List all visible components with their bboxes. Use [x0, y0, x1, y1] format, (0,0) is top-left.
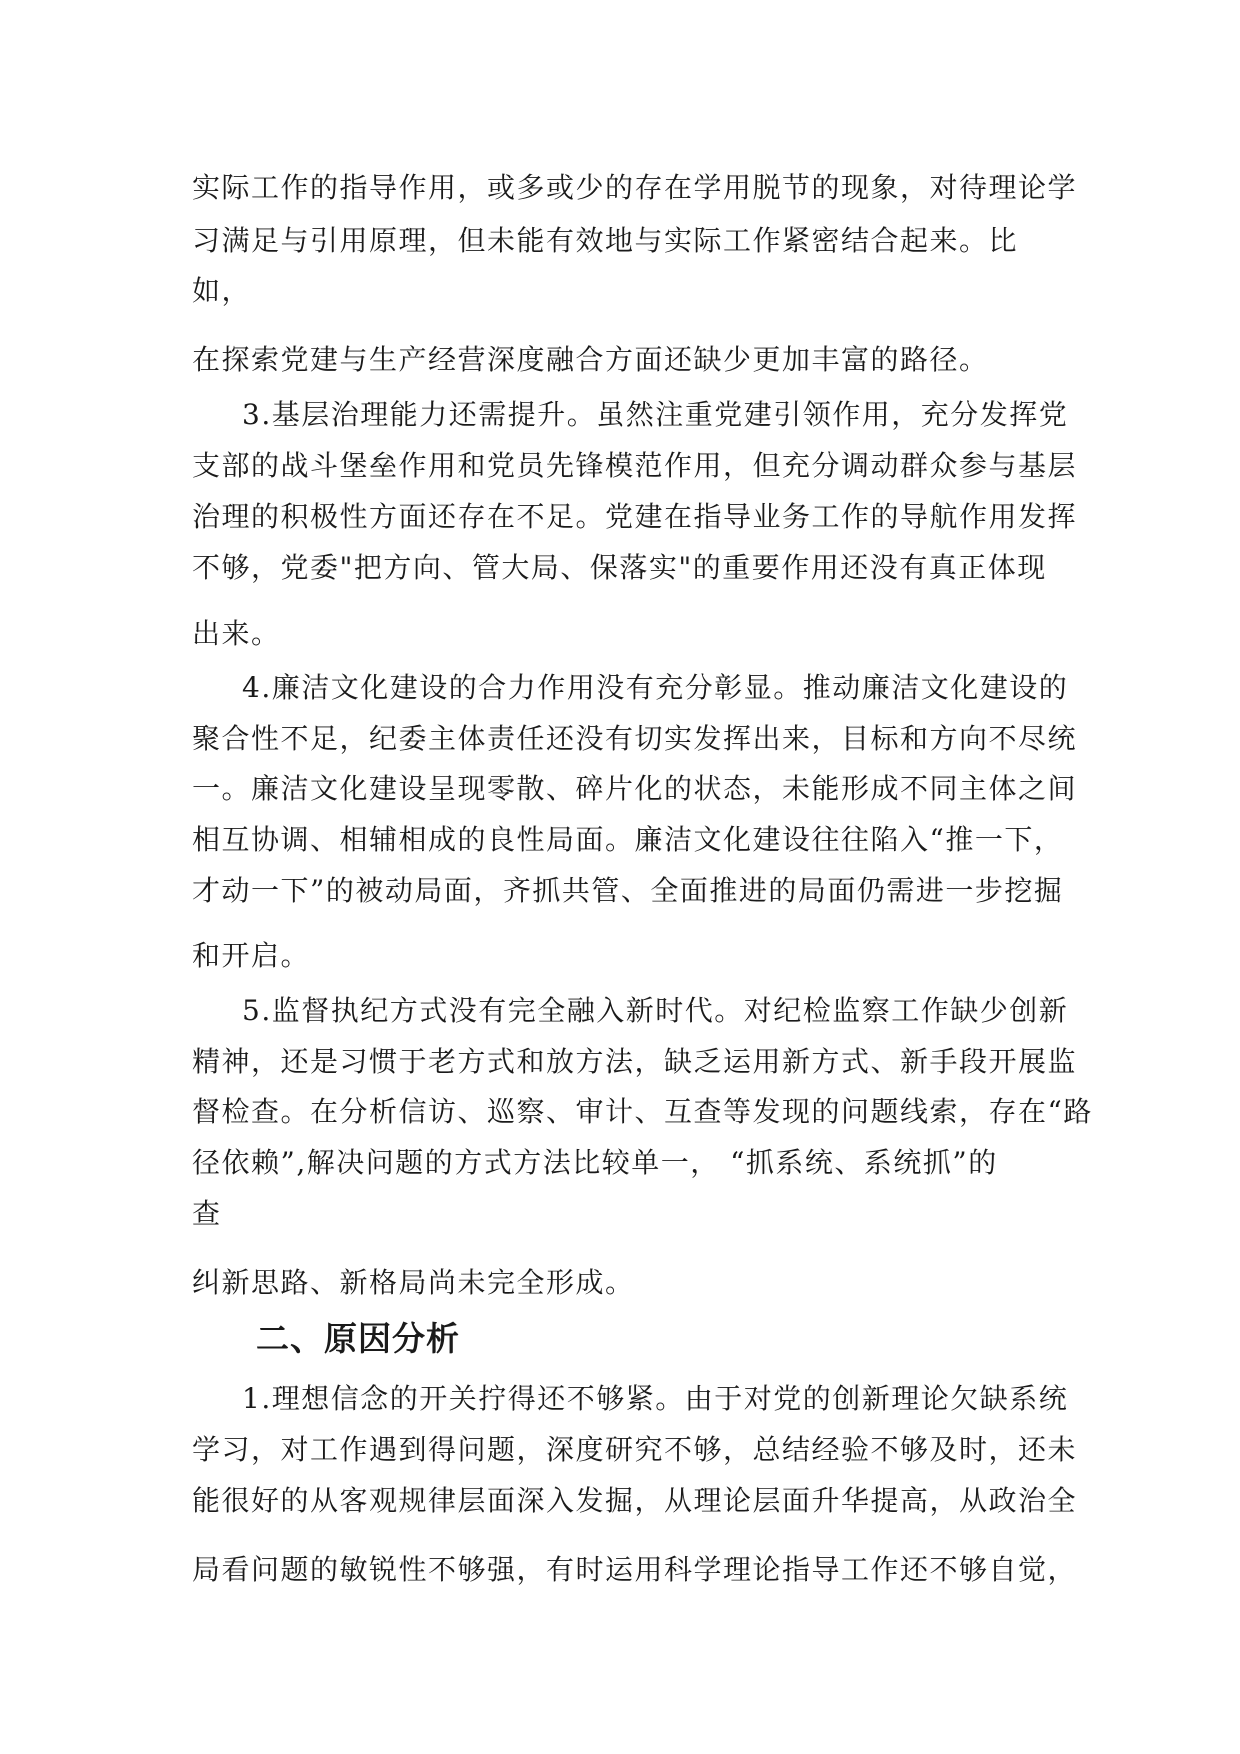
text-line: 一。廉洁文化建设呈现零散、碎片化的状态，未能形成不同主体之间	[192, 772, 1078, 805]
text-line: 局看问题的敏锐性不够强，有时运用科学理论指导工作还不够自觉，	[192, 1553, 1078, 1586]
text-line: 不够，党委"把方向、管大局、保落实"的重要作用还没有真正体现	[192, 551, 1047, 584]
text-line: 习满足与引用原理，但未能有效地与实际工作紧密结合起来。比	[192, 224, 1019, 257]
text-line: 3.基层治理能力还需提升。虽然注重党建引领作用，充分发挥党	[242, 398, 1069, 431]
text-line: 聚合性不足，纪委主体责任还没有切实发挥出来，目标和方向不尽统	[192, 722, 1078, 755]
text-line: 4.廉洁文化建设的合力作用没有充分彰显。推动廉洁文化建设的	[242, 671, 1069, 704]
text-line: 查	[192, 1197, 222, 1230]
text-line: 能很好的从客观规律层面深入发掘，从理论层面升华提高，从政治全	[192, 1484, 1078, 1517]
text-line: 1.理想信念的开关拧得还不够紧。由于对党的创新理论欠缺系统	[242, 1382, 1069, 1415]
text-line: 如，	[192, 274, 252, 307]
text-line: 支部的战斗堡垒作用和党员先锋模范作用，但充分调动群众参与基层	[192, 449, 1078, 482]
text-line: 在探索党建与生产经营深度融合方面还缺少更加丰富的路径。	[192, 343, 989, 376]
text-line: 出来。	[192, 617, 281, 650]
text-line: 精神，还是习惯于老方式和放方法，缺乏运用新方式、新手段开展监	[192, 1045, 1078, 1078]
text-line: 督检查。在分析信访、巡察、审计、互查等发现的问题线索，存在“路	[192, 1095, 1093, 1128]
text-line: 学习，对工作遇到得问题，深度研究不够，总结经验不够及时，还未	[192, 1433, 1078, 1466]
section-heading: 二、原因分析	[256, 1319, 460, 1358]
text-line: 径依赖”,解决问题的方式方法比较单一， “抓系统、系统抓”的	[192, 1146, 998, 1179]
text-line: 5.监督执纪方式没有完全融入新时代。对纪检监察工作缺少创新	[242, 994, 1069, 1027]
text-line: 才动一下”的被动局面，齐抓共管、全面推进的局面仍需进一步挖掘	[192, 874, 1064, 907]
text-line: 相互协调、相辅相成的良性局面。廉洁文化建设往往陷入“推一下，	[192, 823, 1064, 856]
text-line: 和开启。	[192, 939, 311, 972]
text-line: 治理的积极性方面还存在不足。党建在指导业务工作的导航作用发挥	[192, 500, 1078, 533]
text-line: 纠新思路、新格局尚未完全形成。	[192, 1266, 635, 1299]
text-line: 实际工作的指导作用，或多或少的存在学用脱节的现象，对待理论学	[192, 171, 1078, 204]
